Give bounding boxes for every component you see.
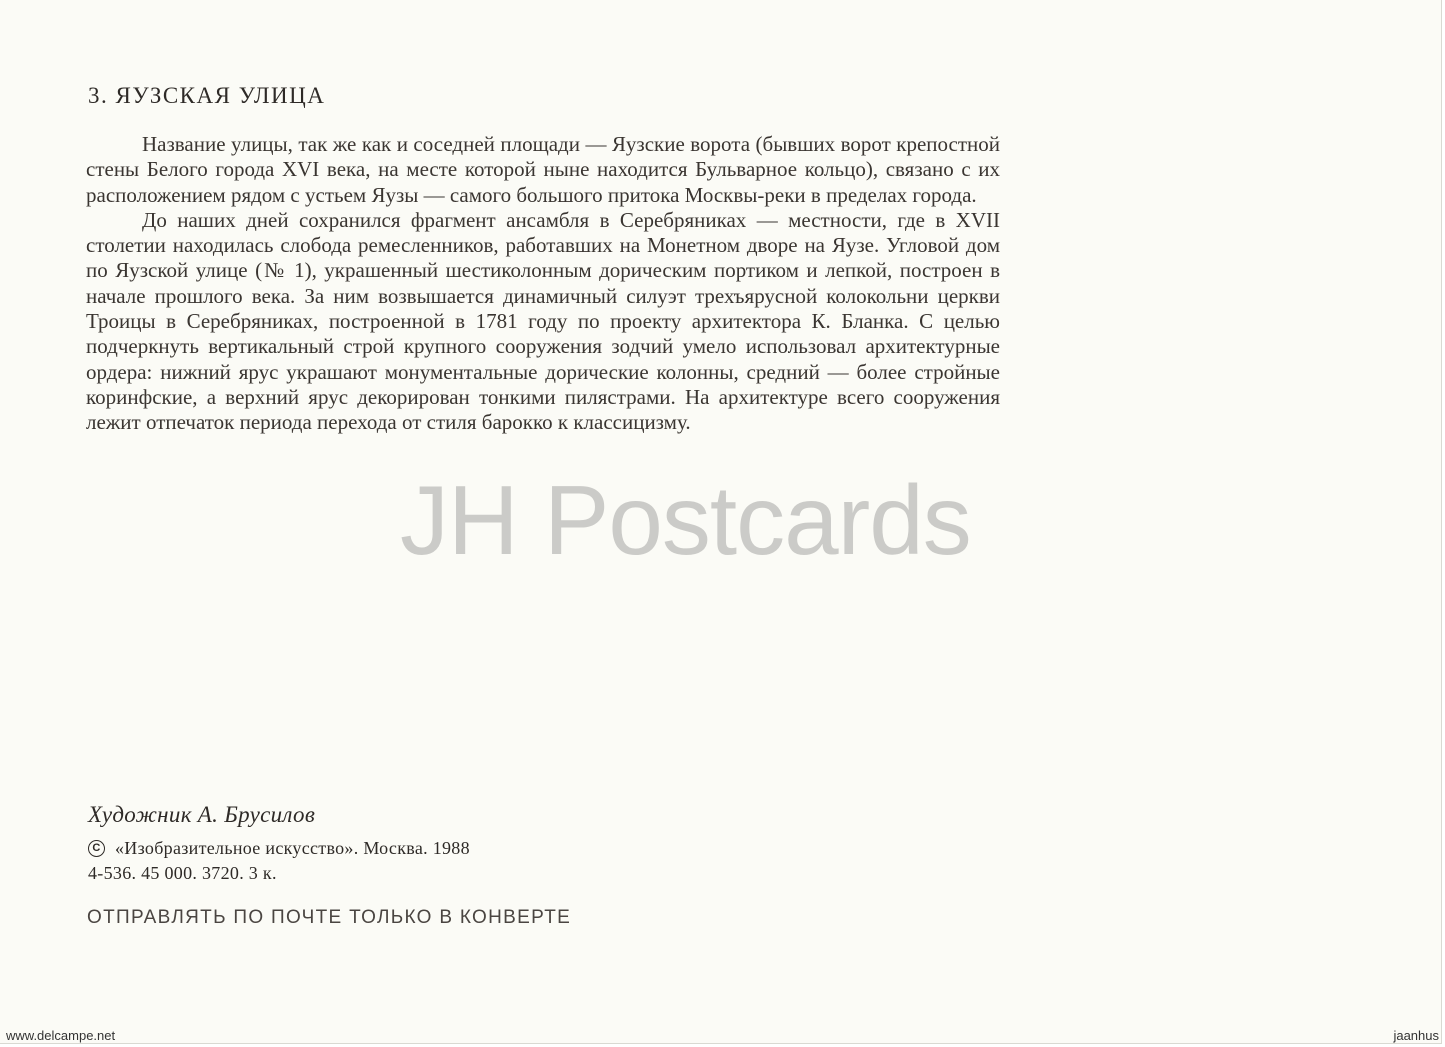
copyright-line: [88, 838, 470, 859]
description-paragraph-2: До наших дней сохранился фрагмент ансамбля в Серебряниках — местности, где в XVII столетии находилась слобода ремесленников, работавших на Монетном дворе на Яузе. Угловой дом по Яузской улице (№ 1), украшенный шестиколонным дорическим портиком и лепкой, построен в начале прошлого века. За ним возвышается динамичный силуэт трехъярусной колокольни церкви Троицы в Серебряниках, построенной в 1781 году по проекту архитектора К. Бланка. С целью подчеркнуть вертикальный строй крупного сооружения зодчий умело использовал архитектурные ордера: нижний ярус украшают монументальные дорические колонны, средний — более стройные коринфские, а верхний ярус декорирован тонкими пилястрами. На архитектуре всего сооружения лежит отпечаток периода перехода от стиля барокко к классицизму.: [86, 207, 1000, 435]
artist-credit: Художник А. Брусилов: [88, 802, 316, 827]
publisher-text: «Изобразительное искусство». Москва. 1988: [115, 838, 470, 858]
description-paragraph-1: Название улицы, так же как и соседней площади — Яузские ворота (бывших ворот крепостной стены Белого города XVI века, на месте которой ныне находится Бульварное кольцо), связано с их расположением рядом с устьем Яузы — самого большого притока Москвы-реки в пределах города.: [86, 132, 1000, 207]
seller-name-label: jaanhus: [1393, 1028, 1439, 1043]
postcard-heading: 3. ЯУЗСКАЯ УЛИЦА: [88, 83, 326, 108]
watermark-text: JH Postcards: [400, 465, 971, 575]
description-text: [86, 132, 1000, 436]
copyright-icon: C: [88, 840, 105, 857]
print-code: 4-536. 45 000. 3720. 3 к.: [88, 863, 277, 883]
envelope-note: ОТПРАВЛЯТЬ ПО ПОЧТЕ ТОЛЬКО В КОНВЕРТЕ: [87, 907, 572, 928]
source-site-label: www.delcampe.net: [6, 1028, 116, 1043]
credits-block: [88, 802, 470, 884]
